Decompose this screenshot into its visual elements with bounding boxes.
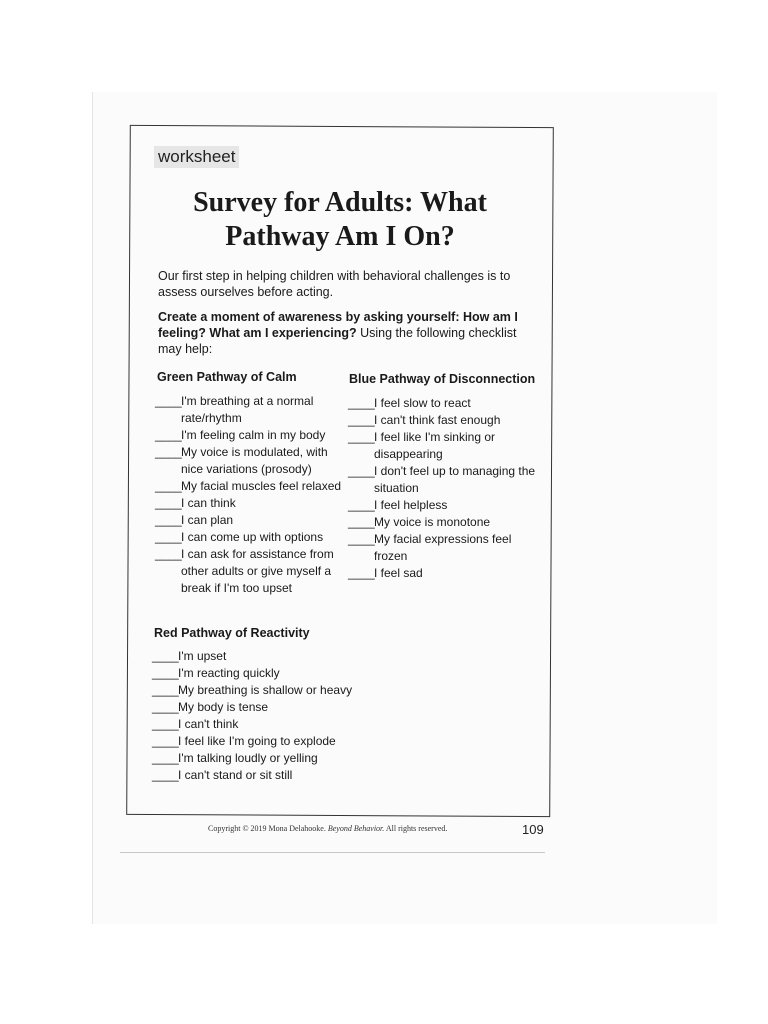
checkbox-blank[interactable]: ____ [348,515,375,529]
checklist-item-label: I'm upset [178,649,227,663]
checkbox-blank[interactable]: ____ [152,717,179,731]
blue-checklist-item [348,531,538,565]
checkbox-blank[interactable]: ____ [155,428,182,442]
copyright-footer [208,824,447,833]
checkbox-blank[interactable]: ____ [348,566,375,580]
red-checklist-item [152,665,362,682]
intro-paragraph: Our first step in helping children with behavioral challenges is to assess ourselves before acting. [158,269,511,299]
checklist-item-label: I'm feeling calm in my body [181,428,326,442]
checkbox-blank[interactable]: ____ [152,666,179,680]
checklist-item-label: My voice is modulated, with nice variations (prosody) [181,445,328,476]
prompt-bold: Create a moment of awareness by asking yourself: How am I feeling? What am I experiencing? [158,310,518,340]
blue-checklist-item [348,412,538,429]
checkbox-blank[interactable]: ____ [155,513,182,527]
green-checklist-item [155,444,345,478]
checklist-item-label: I can't think [178,717,239,731]
green-checklist-item [155,546,345,597]
blue-checklist-item [348,395,538,412]
green-checklist-item [155,427,345,444]
red-checklist-item [152,750,362,767]
blue-heading: Blue Pathway of Disconnection [349,372,536,386]
checklist-item-label: I feel like I'm going to explode [178,734,336,748]
checkbox-blank[interactable]: ____ [348,464,375,478]
checkbox-blank[interactable]: ____ [155,547,182,561]
checkbox-blank[interactable]: ____ [152,649,179,663]
blue-checklist-item [348,514,538,531]
checklist-item-label: I can plan [181,513,234,527]
checkbox-blank[interactable]: ____ [155,530,182,544]
green-checklist-item [155,478,345,495]
checkbox-blank[interactable]: ____ [152,700,179,714]
checklist-item-label: I'm breathing at a normal rate/rhythm [181,394,314,425]
checklist-item-label: I can come up with options [181,530,324,544]
checkbox-blank[interactable]: ____ [155,394,182,408]
red-checklist-item [152,716,362,733]
rights-text: All rights reserved. [385,824,448,833]
blue-checklist-item [348,497,538,514]
checklist-item-label: I can't think fast enough [374,413,501,427]
checklist-item-label: I'm reacting quickly [178,666,280,680]
green-checklist-item [155,495,345,512]
checklist-item-label: My body is tense [178,700,269,714]
checkbox-blank[interactable]: ____ [348,413,375,427]
checklist-item-label: I can think [181,496,236,510]
checklist-item-label: I feel slow to react [374,396,471,410]
checkbox-blank[interactable]: ____ [348,498,375,512]
blue-checklist-item [348,565,538,582]
checklist-item-label: My facial expressions feel frozen [374,532,512,563]
checklist-item-label: I can ask for assistance from other adults or give myself a break if I'm too upset [181,547,334,595]
blue-checklist [348,395,538,582]
green-heading: Green Pathway of Calm [157,370,297,384]
checklist-item-label: I'm talking loudly or yelling [178,751,318,765]
green-checklist [155,393,345,597]
red-checklist-item [152,767,362,784]
checkbox-blank[interactable]: ____ [348,396,375,410]
blue-checklist-item [348,463,538,497]
green-checklist-item [155,512,345,529]
page-title [150,186,530,254]
checkbox-blank[interactable]: ____ [348,532,375,546]
checklist-item-label: I don't feel up to managing the situation [374,464,536,495]
red-checklist [152,648,362,784]
prompt-paragraph [158,309,528,357]
worksheet-tag: worksheet [154,146,239,168]
checklist-item-label: I can't stand or sit still [178,768,293,782]
checkbox-blank[interactable]: ____ [155,496,182,510]
checkbox-blank[interactable]: ____ [152,734,179,748]
checklist-item-label: I feel like I'm sinking or disappearing [374,430,496,461]
green-checklist-item [155,529,345,546]
checklist-item-label: I feel sad [374,566,423,580]
checkbox-blank[interactable]: ____ [152,683,179,697]
red-heading: Red Pathway of Reactivity [154,626,310,640]
checkbox-blank[interactable]: ____ [152,751,179,765]
red-checklist-item [152,682,362,699]
red-checklist-item [152,648,362,665]
checklist-item-label: My facial muscles feel relaxed [181,479,342,493]
checklist-item-label: My voice is monotone [374,515,491,529]
page-number: 109 [522,822,544,837]
copyright-text: Copyright © 2019 Mona Delahooke. [208,824,326,833]
checkbox-blank[interactable]: ____ [155,445,182,459]
red-checklist-item [152,733,362,750]
book-title: Beyond Behavior. [327,824,385,833]
checkbox-blank[interactable]: ____ [348,430,375,444]
checklist-item-label: My breathing is shallow or heavy [178,683,353,697]
bottom-rule [120,852,545,853]
red-checklist-item [152,699,362,716]
checkbox-blank[interactable]: ____ [152,768,179,782]
checkbox-blank[interactable]: ____ [155,479,182,493]
checklist-item-label: I feel helpless [374,498,448,512]
prompt-rest: Using the following checklist may help: [158,326,517,356]
green-checklist-item [155,393,345,427]
title-line-2: Pathway Am I On? [225,221,455,252]
title-line-1: Survey for Adults: What [193,187,487,218]
blue-checklist-item [348,429,538,463]
